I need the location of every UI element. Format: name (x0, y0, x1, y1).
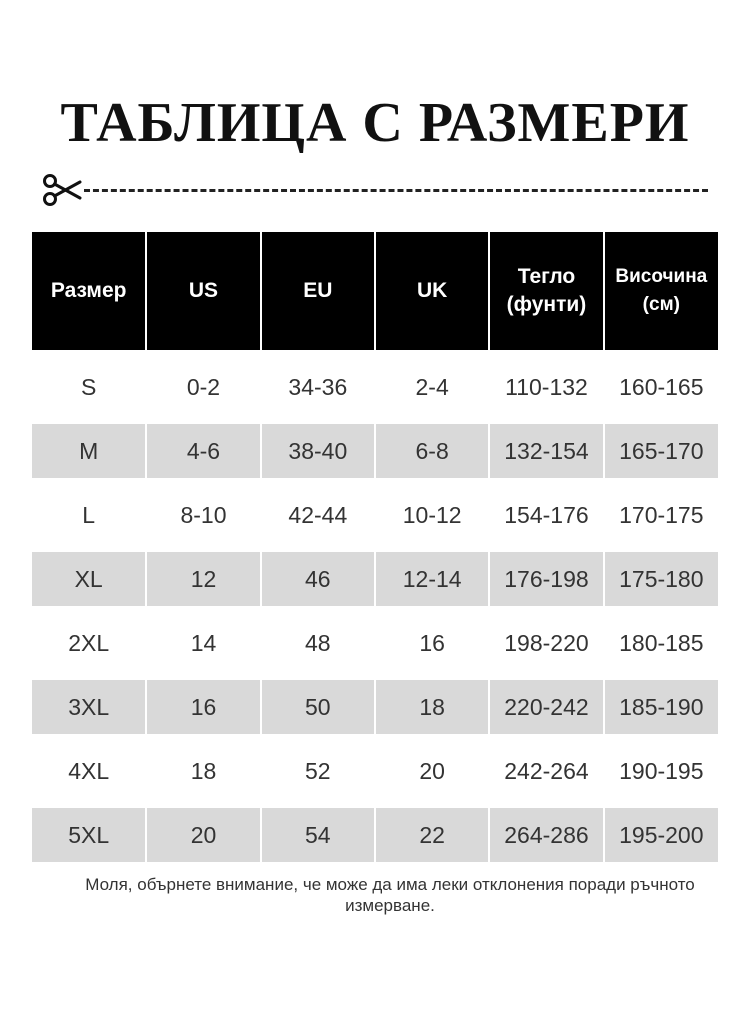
cell-weight: 176-198 (489, 552, 603, 606)
table-row (32, 360, 718, 414)
header-size: Размер (32, 232, 146, 350)
cell-height: 190-195 (604, 744, 718, 798)
cell-weight: 242-264 (489, 744, 603, 798)
cell-height: 195-200 (604, 808, 718, 862)
table-row (32, 488, 718, 542)
table-header-row (32, 232, 718, 350)
cell-size: M (32, 424, 146, 478)
cell-uk: 16 (375, 616, 489, 670)
size-table (32, 232, 718, 862)
cell-us: 20 (146, 808, 260, 862)
cell-height: 170-175 (604, 488, 718, 542)
cell-height: 160-165 (604, 360, 718, 414)
table-row (32, 616, 718, 670)
header-weight: Тегло (фунти) (489, 232, 603, 350)
cell-weight: 110-132 (489, 360, 603, 414)
cell-uk: 18 (375, 680, 489, 734)
header-eu: EU (261, 232, 375, 350)
scissors-icon (42, 172, 82, 208)
table-row (32, 680, 718, 734)
cell-us: 12 (146, 552, 260, 606)
cell-size: 3XL (32, 680, 146, 734)
cell-weight: 220-242 (489, 680, 603, 734)
cell-size: 4XL (32, 744, 146, 798)
cell-us: 0-2 (146, 360, 260, 414)
cell-height: 180-185 (604, 616, 718, 670)
cell-eu: 38-40 (261, 424, 375, 478)
header-height: Височина (см) (604, 232, 718, 350)
table-row (32, 424, 718, 478)
cell-us: 18 (146, 744, 260, 798)
cell-uk: 22 (375, 808, 489, 862)
cell-eu: 52 (261, 744, 375, 798)
cell-height: 165-170 (604, 424, 718, 478)
measurement-note: Моля, обърнете внимание, че може да има леки отклонения поради ръчното измерване. (85, 875, 695, 915)
cell-us: 14 (146, 616, 260, 670)
cell-us: 16 (146, 680, 260, 734)
cell-eu: 34-36 (261, 360, 375, 414)
cut-line (42, 172, 708, 208)
dashed-divider (84, 189, 708, 192)
cell-uk: 10-12 (375, 488, 489, 542)
cell-uk: 12-14 (375, 552, 489, 606)
cell-eu: 50 (261, 680, 375, 734)
cell-height: 175-180 (604, 552, 718, 606)
header-uk: UK (375, 232, 489, 350)
cell-weight: 198-220 (489, 616, 603, 670)
cell-eu: 54 (261, 808, 375, 862)
cell-us: 4-6 (146, 424, 260, 478)
cell-size: L (32, 488, 146, 542)
cell-eu: 48 (261, 616, 375, 670)
header-us: US (146, 232, 260, 350)
cell-size: 5XL (32, 808, 146, 862)
table-row (32, 552, 718, 606)
cell-weight: 132-154 (489, 424, 603, 478)
cell-weight: 264-286 (489, 808, 603, 862)
cell-size: XL (32, 552, 146, 606)
table-row (32, 744, 718, 798)
cell-uk: 2-4 (375, 360, 489, 414)
cell-eu: 42-44 (261, 488, 375, 542)
page-title: ТАБЛИЦА С РАЗМЕРИ (60, 92, 690, 154)
cell-eu: 46 (261, 552, 375, 606)
table-row (32, 808, 718, 862)
cell-height: 185-190 (604, 680, 718, 734)
cell-size: S (32, 360, 146, 414)
cell-size: 2XL (32, 616, 146, 670)
cell-uk: 6-8 (375, 424, 489, 478)
cell-weight: 154-176 (489, 488, 603, 542)
cell-uk: 20 (375, 744, 489, 798)
cell-us: 8-10 (146, 488, 260, 542)
